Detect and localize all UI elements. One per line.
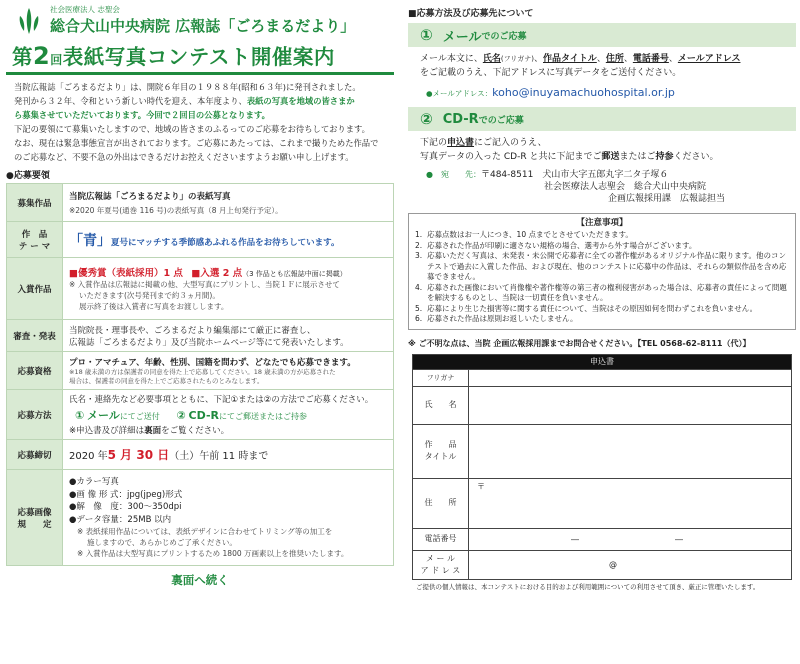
- email-address: ●メールアドレス：koho@inuyamachuohospital.or.jp: [426, 86, 675, 99]
- privacy-note: ご提供の個人情報は、本コンテストにおける目的および利用範囲についての利用させて頂き、厳正に管理いたします。: [416, 582, 760, 591]
- phone-field[interactable]: ― ―: [469, 528, 792, 550]
- requirements-table: [6, 183, 394, 566]
- application-form: 申込書 フリガナ 氏 名 作 品 タイトル 住 所 〒 電話番号 ― ― メ ー ル ア ド レ ス @: [412, 354, 792, 580]
- form-title: 申込書: [413, 354, 792, 369]
- email-section-header: ① メール でのご応募: [408, 23, 796, 47]
- list-item: 1. 応募点数はお一人につき、10 点までとさせていただきます。: [415, 230, 633, 239]
- table-row: 審査・発表 当院院長・理事長や、ごろまるだより編集部にて厳正に審査し、 広報誌「ごろまるだより」及び当院ホームページ等にて発表いたします。: [7, 320, 394, 352]
- apply-heading: ■応募方法及び応募先について: [408, 9, 534, 19]
- cdr-section-header: ② CD-R でのご応募: [408, 107, 796, 131]
- table-row: 応募画像 規 定 ●カラー写真 ●画 像 形 式：jpg(jpeg)形式 ●解 像 度：300～350dpi ●データ容量：25MB 以内 ※ 表紙採用作品については、表紙デザインに合わせてトリミング等の加工を 施しますので、あらかじめご了承ください。 ※ 入賞作品は大型写真にプリントするため 1800 万画素以上を推奨いたします。: [7, 470, 394, 566]
- notes-box: 【注意事項】 1. 応募点数はお一人につき、10 点までとさせていただきます。 2. 応募された作品が印刷に適さない規格の場合、選考から外す場合がございます。 3. 応募いただく写真は、未発表・未公開で応募者に全ての著作権があるオリジナル作品に限ります。他のコンテストで過去に入賞した作品、および現在、他のコンテストに応募中の作品は、それらの類似作品を含め応募できません。 4. 応募された画像において肖像権や著作権等の第三者の権利侵害があった場合は、応募者の責任によって問題を解決するものとし、当院は一切責任を負いません。 5. 応募により生じた損害等に関する責任について、当院はその原因如何を問わずこれを負いません。 6. 応募された作品は原則お返しいたしません。: [408, 213, 796, 330]
- address-field[interactable]: 〒: [469, 478, 792, 528]
- list-item: 2. 応募された作品が印刷に適さない規格の場合、選考から外す場合がございます。: [415, 240, 697, 250]
- list-item: 6. 応募された作品は原則お返しいたしません。: [415, 314, 578, 323]
- table-row: 募集作品 当院広報誌「ごろまるだより」の表紙写真 ※2020 年夏号(通巻 116 号)の表紙写真（8 月上旬発行予定）。: [7, 184, 394, 222]
- work-title-field[interactable]: [469, 424, 792, 478]
- continue-on-back: 裏面へ続く: [171, 573, 229, 587]
- list-item: 3. 応募いただく写真は、未発表・未公開で応募者に全ての著作権があるオリジナル作品に限ります。他のコンテストで過去に入賞した作品、および現在、他のコンテストに応募中の作品は、それらの類似作品を含め応募できません。: [415, 251, 787, 281]
- kana-field[interactable]: [469, 369, 792, 386]
- table-row: 応募方法 氏名・連絡先など必要事項とともに、下記①または②の方法でご応募ください。 ① メールにてご送付 ② CD-Rにてご郵送またはご持参 ※申込書及び詳細は裏面をご覧ください。: [7, 390, 394, 440]
- contact-info: ※ ご不明な点は、当院 企画広報採用課までお問合せください。【TEL 0568-62-8111（代）】: [408, 338, 751, 348]
- table-row: 入賞作品 ■優秀賞（表紙採用）1 点 ■入選 2 点（3 作品とも広報誌中面に掲載） ※ 入賞作品は広報誌に掲載の他、大型写真にプリントし、当院１Ｆに展示させて いただきます(次号発刊まで約３ヵ月間)。 展示終了後は入賞者に写真をお渡しします。: [7, 258, 394, 320]
- intro-text: 当院広報誌「ごろまるだより」は、開院６年目の１９８８年(昭和６３年)に発刊されました。 発刊から３２年、令和という新しい時代を迎え、本年度より、表紙の写真を地域の皆さまか ら募集させていただいております。今回で２回目の公募となります。 下記の要領にて募集いたしますので、地域の皆さまのふるってのご応募をお待ちしております。 なお、現在は緊急事態宣言が出されております。ご応募にあたっては、これまで撮りためた作品で のご応募など、不要不急の外出はできるだけお控えくださいますようお願い申し上げます。: [14, 82, 379, 162]
- corp-name: 社会医療法人 志聖会: [50, 5, 120, 14]
- name-field[interactable]: [469, 386, 792, 424]
- table-row: 応募締切 2020 年5 月 30 日（土）午前 11 時まで: [7, 440, 394, 470]
- table-row: 作 品 テ ー マ 「青」夏号にマッチする季節感あふれる作品をお待ちしています。: [7, 222, 394, 258]
- requirements-heading: ●応募要領: [6, 171, 50, 181]
- hospital-logo-icon: [14, 4, 44, 36]
- cdr-instructions: 下記の申込書にご記入のうえ、 写真データの入った CD-R と共に下記までご郵送またはご持参ください。 ● 宛 先：〒484-8511 犬山市大字五郎丸字二タ子塚６ 社会医療法人志聖会 総合犬山中央病院 企画広報採用課 広報誌担当: [408, 136, 796, 205]
- right-column: [408, 4, 796, 591]
- title-rule: [6, 72, 394, 75]
- email-field[interactable]: @: [469, 550, 792, 579]
- page-title: 第2回表紙写真コンテスト開催案内: [12, 42, 335, 70]
- list-item: 4. 応募された画像において肖像権や著作権等の第三者の権利侵害があった場合は、応募者の責任によって問題を解決するものとし、当院は一切責任を負いません。: [415, 282, 787, 302]
- hospital-name: 総合犬山中央病院 広報誌「ごろまるだより」: [50, 17, 356, 35]
- header: [14, 4, 394, 36]
- mailing-address: ● 宛 先：〒484-8511 犬山市大字五郎丸字二タ子塚６ 社会医療法人志聖会 総合犬山中央病院 企画広報採用課 広報誌担当: [426, 170, 726, 204]
- table-row: 応募資格 プロ・アマチュア、年齢、性別、国籍を問わず、どなたでも応募できます。 ※18 歳未満の方は保護者の同意を得た上で応募してください。18 歳未満の方が応募された 場合は、保護者の同意を得た上でご応募されたものとみなします。: [7, 352, 394, 390]
- list-item: 5. 応募により生じた損害等に関する責任について、当院はその原因如何を問わずこれを負いません。: [415, 303, 758, 313]
- email-instructions: メール本文に、氏名(フリガナ)、作品タイトル、住所、電話番号、メールアドレス をご記載のうえ、下記アドレスに写真データをご送付ください。 ●メールアドレス：koho@inuyamachuohospital.or.jp: [408, 52, 796, 101]
- left-column: [6, 4, 394, 588]
